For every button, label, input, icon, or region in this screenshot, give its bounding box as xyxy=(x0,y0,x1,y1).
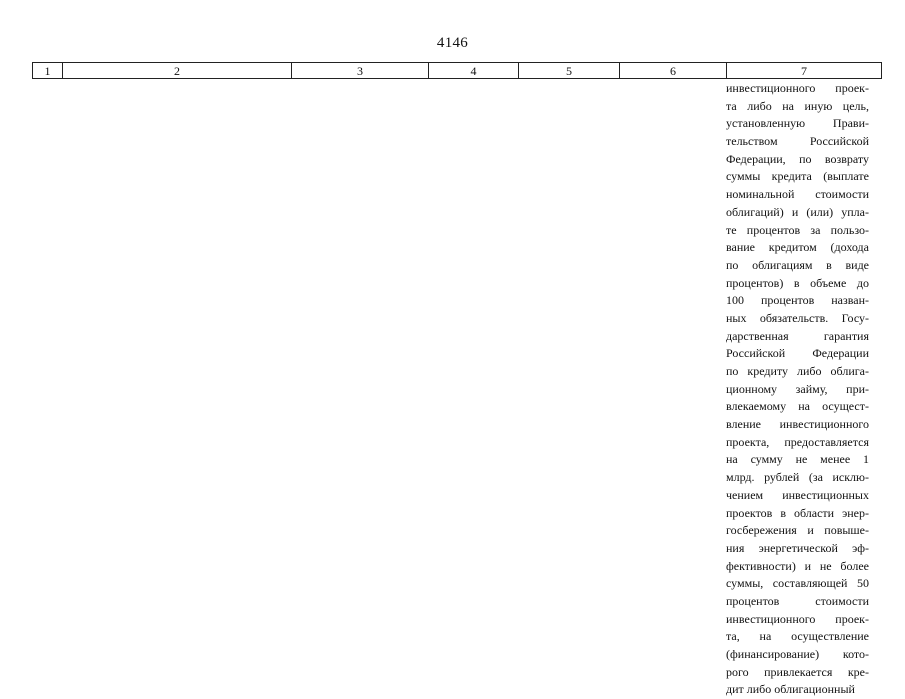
text-line: по кредиту либо облига- xyxy=(726,364,869,378)
column-header-5: 5 xyxy=(519,63,620,79)
column-header-4: 4 xyxy=(429,63,519,79)
text-line: ных обязательств. Госу- xyxy=(726,310,869,325)
text-line: рого привлекается кре- xyxy=(726,664,869,679)
column-header-table xyxy=(32,62,882,79)
text-line: ния энергетической эф- xyxy=(726,540,869,555)
column-7-text xyxy=(726,80,869,699)
column-header-2: 2 xyxy=(63,63,292,79)
text-line: ционному займу, при- xyxy=(726,381,869,396)
text-line: суммы, составляющей 50 xyxy=(726,576,869,591)
text-line: госбережения и повыше- xyxy=(726,523,869,538)
text-line: млрд. рублей (за исклю- xyxy=(726,470,869,485)
text-line: установленную Прави- xyxy=(726,116,869,131)
column-header-7: 7 xyxy=(727,63,882,79)
column-header-6: 6 xyxy=(620,63,727,79)
text-line: та либо на иную цель, xyxy=(726,98,869,113)
text-line: на сумму не менее 1 xyxy=(726,452,869,467)
text-line: проекта, предоставляется xyxy=(726,434,869,449)
text-line: вание кредитом (дохода xyxy=(726,240,869,255)
text-line: процентов стоимости xyxy=(726,593,869,608)
column-header-3: 3 xyxy=(292,63,429,79)
text-line: вление инвестиционного xyxy=(726,417,869,432)
text-line: 100 процентов назван- xyxy=(726,293,869,308)
text-line: проектов в области энер- xyxy=(726,505,869,520)
text-line: дарственная гарантия xyxy=(726,328,869,343)
text-line: процентов) в объеме до xyxy=(726,275,869,290)
page-number: 4146 xyxy=(436,35,469,51)
text-line: номинальной стоимости xyxy=(726,187,869,202)
column-header-row xyxy=(33,63,882,79)
text-line: инвестиционного проек- xyxy=(726,611,869,626)
text-line: Федерации, по возврату xyxy=(726,151,869,166)
text-line: по облигациям в виде xyxy=(726,257,869,272)
column-header-1: 1 xyxy=(33,63,63,79)
text-line: (финансирование) кото- xyxy=(726,647,869,661)
text-line: та, на осуществление xyxy=(726,629,869,644)
text-line: суммы кредита (выплате xyxy=(726,169,869,184)
text-line: фективности) и не более xyxy=(726,558,869,573)
text-line: те процентов за пользо- xyxy=(726,222,869,237)
text-line: тельством Российской xyxy=(726,134,869,149)
text-line: облигаций) и (или) упла- xyxy=(726,204,869,219)
text-line: Российской Федерации xyxy=(726,346,869,361)
text-line: чением инвестиционных xyxy=(726,487,869,502)
text-line: дит либо облигационный xyxy=(726,682,855,697)
text-line: влекаемому на осущест- xyxy=(726,399,869,414)
text-line: инвестиционного проек- xyxy=(726,81,869,95)
